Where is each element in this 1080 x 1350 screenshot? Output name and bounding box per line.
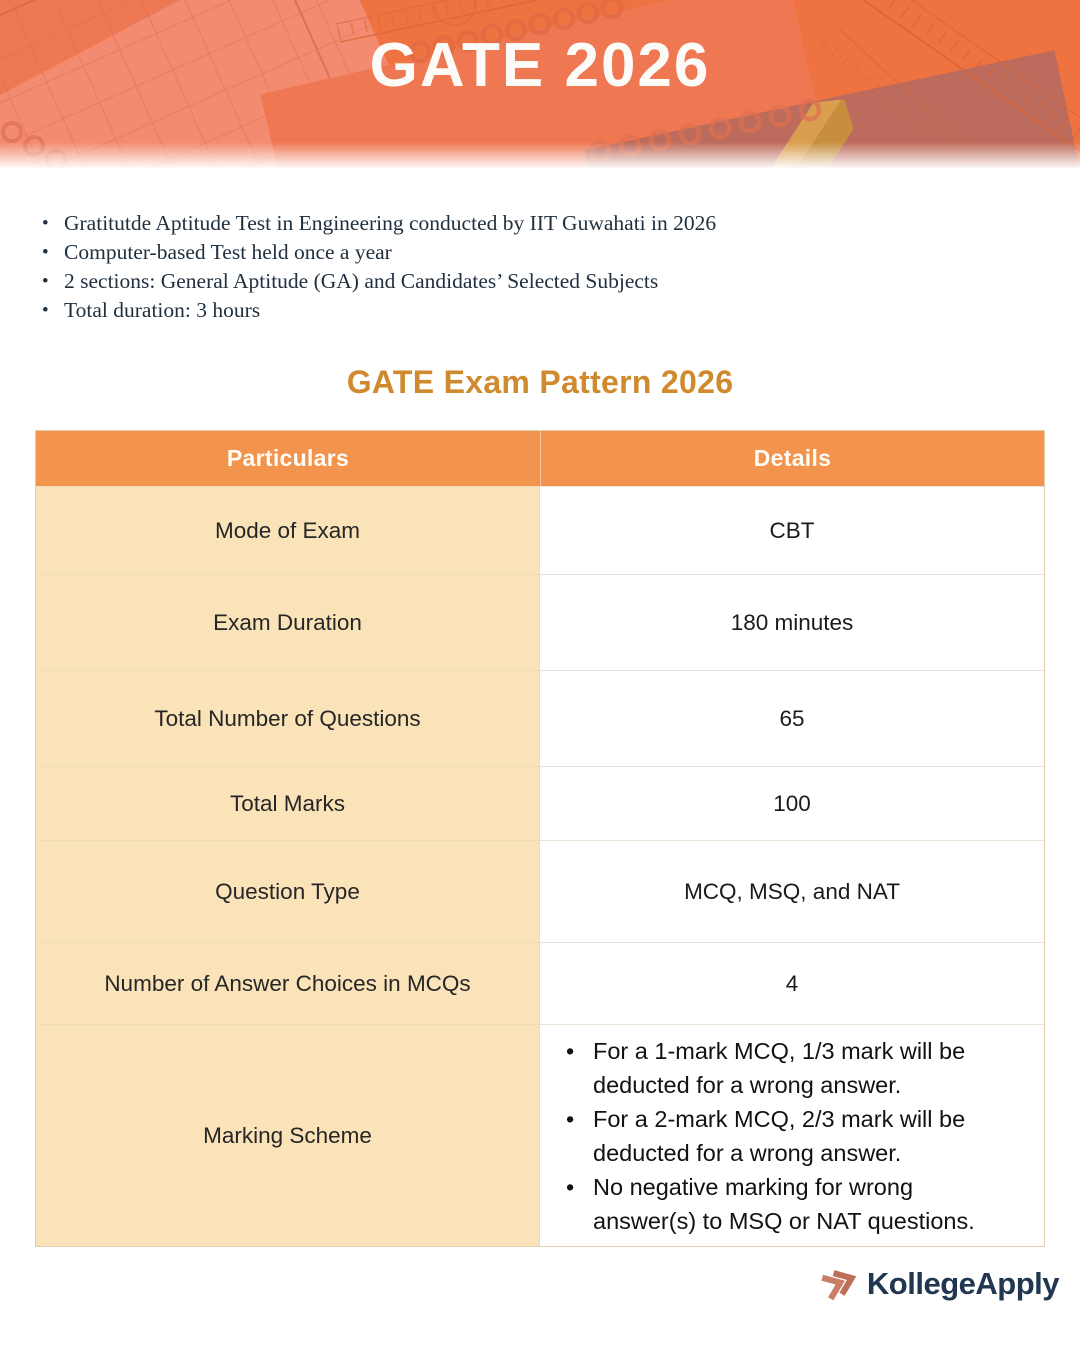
bullet-icon: • — [42, 242, 49, 263]
kollegeapply-wordmark: KollegeApply — [866, 1266, 1059, 1301]
detail-cell: MCQ, MSQ, and NAT — [540, 840, 1044, 942]
detail-cell: 100 — [540, 766, 1044, 840]
list-item — [566, 1170, 995, 1238]
banner — [0, 0, 1080, 168]
bullet-icon: • — [42, 271, 49, 292]
intro-bullet-text: 2 sections: General Aptitude (GA) and Candidates’ Selected Subjects — [64, 269, 659, 293]
bullet-icon: • — [42, 300, 49, 321]
table-row — [36, 670, 1044, 766]
banner-bottom-fade — [0, 142, 1080, 168]
detail-cell: 65 — [540, 670, 1044, 766]
bullet-icon: • — [566, 1037, 575, 1064]
page-title: GATE Exam Pattern 2026 — [346, 364, 734, 400]
bullet-icon: • — [42, 213, 49, 234]
particular-cell: Marking Scheme — [36, 1024, 540, 1246]
intro-bullet-list — [42, 209, 716, 325]
table-row — [36, 574, 1044, 670]
particular-cell: Exam Duration — [36, 574, 540, 670]
table-row — [36, 942, 1044, 1024]
table-header-row — [36, 431, 1044, 486]
intro-bullet-text: Total duration: 3 hours — [64, 298, 261, 322]
particular-cell: Question Type — [36, 840, 540, 942]
list-item — [42, 238, 716, 267]
kollegeapply-logo — [816, 1263, 1059, 1305]
detail-cell: 180 minutes — [540, 574, 1044, 670]
detail-cell — [540, 1024, 1044, 1246]
marking-rule-text: For a 1-mark MCQ, 1/3 mark will be deducted for a wrong answer. — [593, 1037, 966, 1098]
marking-rule-text: No negative marking for wrong answer(s) to MSQ or NAT questions. — [593, 1173, 975, 1234]
list-item — [566, 1034, 995, 1102]
table-header-particulars: Particulars — [226, 445, 350, 471]
table-row — [36, 840, 1044, 942]
marking-rule-text: For a 2-mark MCQ, 2/3 mark will be deducted for a wrong answer. — [593, 1105, 966, 1166]
table-row — [36, 1024, 1044, 1246]
particular-cell: Total Number of Questions — [36, 670, 540, 766]
exam-pattern-table — [35, 430, 1045, 1247]
table-header-details: Details — [540, 431, 1044, 486]
bullet-icon: • — [566, 1173, 575, 1200]
list-item — [42, 267, 716, 296]
intro-bullet-text: Gratitutde Aptitude Test in Engineering conducted by IIT Guwahati in 2026 — [64, 211, 717, 235]
marking-scheme-list — [566, 1034, 995, 1238]
banner-title: GATE 2026 — [369, 31, 711, 100]
particular-cell: Mode of Exam — [36, 486, 540, 574]
list-item — [566, 1102, 995, 1170]
intro-bullet-text: Computer-based Test held once a year — [64, 240, 392, 264]
double-chevron-icon — [816, 1263, 858, 1305]
table-row — [36, 766, 1044, 840]
detail-cell: CBT — [540, 486, 1044, 574]
bullet-icon: • — [566, 1105, 575, 1132]
detail-cell: 4 — [540, 942, 1044, 1024]
particular-cell: Total Marks — [36, 766, 540, 840]
table-row — [36, 486, 1044, 574]
particular-cell: Number of Answer Choices in MCQs — [36, 942, 540, 1024]
list-item — [42, 209, 716, 238]
list-item — [42, 296, 716, 325]
